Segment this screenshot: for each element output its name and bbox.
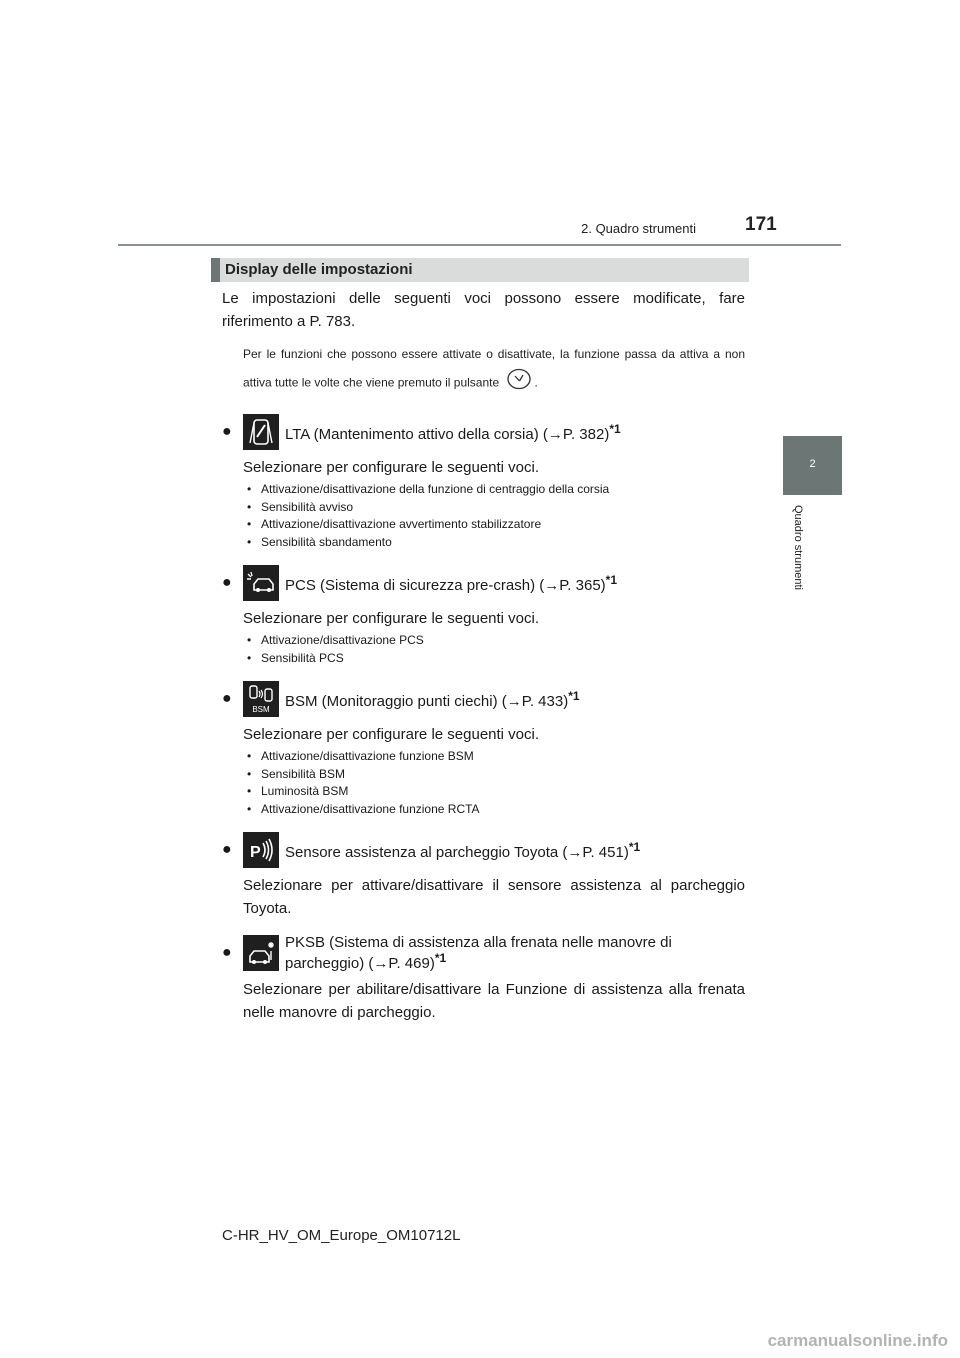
chapter-tab: 2 [783,436,842,495]
settings-item-description: Selezionare per configurare le seguenti voci. [243,459,540,476]
content [222,287,745,1026]
footnote-marker: *1 [628,839,641,854]
section-header [211,258,749,282]
settings-item-title-text: Sensore assistenza al parcheggio Toyota (→P. 451) [285,843,629,861]
sub-option-list [243,481,745,551]
parking-brake-support-icon [243,935,279,971]
settings-item-title-text: BSM (Monitoraggio punti ciechi) (→P. 433) [285,692,569,710]
settings-item-title [222,832,745,868]
page-number: 171 [745,214,777,235]
sub-option-item: • Attivazione/disattivazione della funzione di centraggio della corsia [247,481,745,499]
settings-item-title-text: PKSB (Sistema di assistenza alla frenata nelle manovre di parcheggio) (→P. 469) [285,934,672,972]
sub-option-item: • Attivazione/disattivazione funzione BSM [247,748,745,766]
section-title: Display delle impostazioni [225,261,413,278]
settings-item-title-text: PCS (Sistema di sicurezza pre-crash) (→P. 365) [285,576,606,594]
settings-item-title [222,681,745,717]
settings-item-description: Selezionare per configurare le seguenti voci. [243,610,540,627]
running-header-title: 2. Quadro strumenti [581,221,696,236]
settings-item [222,832,745,920]
settings-item [222,565,745,667]
bullet-icon: ● [222,841,232,858]
blind-spot-icon [243,681,279,717]
watermark: carmanualsonline.info [767,1331,948,1350]
sub-option-item: • Sensibilità BSM [247,766,745,784]
sub-option-item: • Attivazione/disattivazione funzione RCTA [247,801,745,819]
bullet-icon: ● [222,690,232,707]
footnote-marker: *1 [568,688,580,703]
sub-option-item: • Attivazione/disattivazione avvertimento stabilizzatore [247,516,745,534]
sub-option-list [243,748,745,818]
settings-item-description: Selezionare per attivare/disattivare il sensore assistenza al parcheggio Toyota. [243,877,745,917]
settings-item-description: Selezionare per configurare le seguenti voci. [243,726,540,743]
bullet-icon: ● [222,574,232,591]
settings-item-title [222,565,745,601]
steering-button-icon [506,367,532,400]
note-end: . [534,375,538,390]
sub-option-item: • Sensibilità PCS [247,650,745,668]
settings-item [222,414,745,551]
intro-paragraph: Le impostazioni delle seguenti voci possono essere modificate, fare riferimento a P. 783. [222,290,745,330]
sub-option-item: • Sensibilità avviso [247,499,745,517]
document-code: C-HR_HV_OM_Europe_OM10712L [222,1227,461,1244]
header-rule [118,244,841,246]
settings-list [222,414,745,1024]
bullet-icon: ● [222,423,232,440]
sub-option-item: • Luminosità BSM [247,783,745,801]
sub-option-item: • Sensibilità sbandamento [247,534,745,552]
footnote-marker: *1 [609,421,621,436]
settings-item-title [222,414,745,450]
settings-item [222,681,745,818]
note-paragraph [243,341,745,400]
settings-item-title-text: LTA (Mantenimento attivo della corsia) (→P. 382) [285,425,610,443]
footnote-marker: *1 [434,951,447,965]
sub-option-item: • Attivazione/disattivazione PCS [247,632,745,650]
note-text: Per le funzioni che possono essere attivate o disattivate, la funzione passa da attiva a non attiva tutte le volte che viene premuto il pulsante [243,347,745,390]
svg-text:BSM: BSM [252,705,270,714]
bullet-icon: ● [222,944,232,961]
footnote-marker: *1 [605,572,618,587]
svg-text:P: P [250,844,261,861]
settings-item [222,934,745,1024]
pre-crash-icon [243,565,279,601]
parking-sensor-icon [243,832,279,868]
settings-item-title [222,934,745,972]
sub-option-list [243,632,745,667]
lane-tracing-icon [243,414,279,450]
settings-item-description: Selezionare per abilitare/disattivare la Funzione di assistenza alla frenata nelle manovre di parcheggio. [243,981,745,1021]
chapter-tab-label: Quadro strumenti [792,505,804,590]
